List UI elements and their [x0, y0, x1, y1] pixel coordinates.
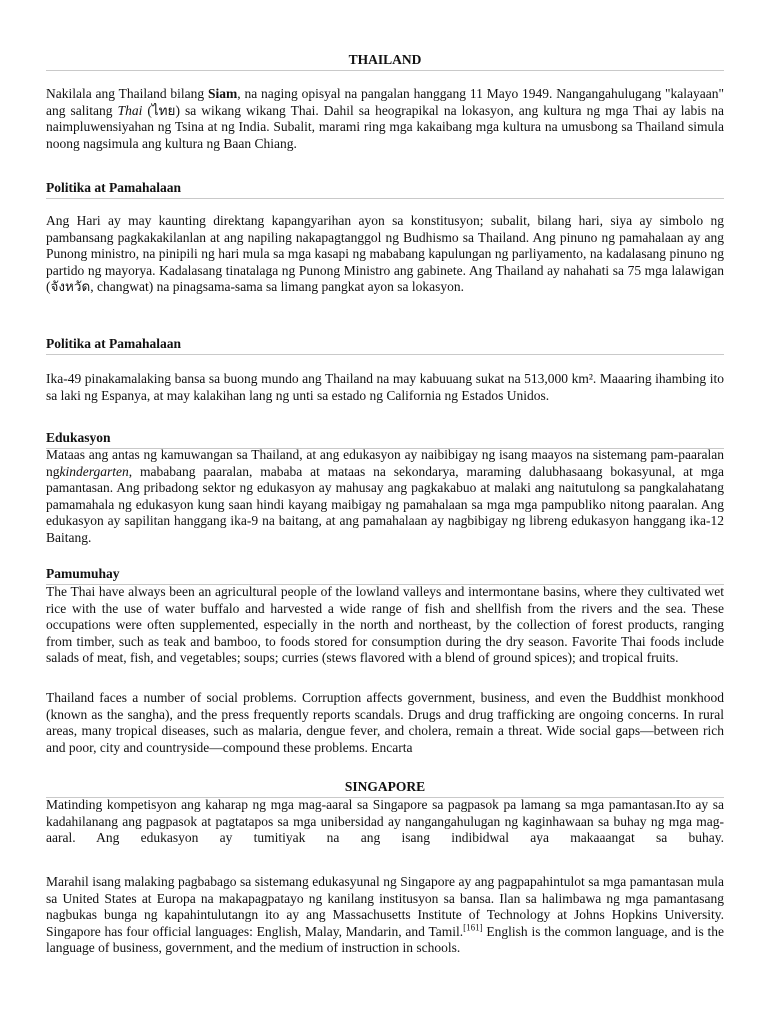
intro-text-c: (ไทย) sa wikang wikang Thai. Dahil sa heograpikal na lokasyon, ang kultura ng mga Thai ay labis na naimpluwensiyahan ng Tsina at ng India. Subalit, marami ring mga kakaibang mga kultura na umusbong sa Thailand simula noong nagsimula ang kultura ng Baan Chiang. [46, 102, 724, 151]
section-heading-politika-1: Politika at Pamahalaan [46, 180, 724, 199]
section-text-politika-2: Ika-49 pinakamalaking bansa sa buong mundo ang Thailand na may kabuuang sukat na 513,000 km². Maaaring ihambing ito sa laki ng Espanya, at may kalakihan lang ng unti sa estado ng California ng Estados Unidos. [46, 371, 724, 403]
thailand-intro-paragraph [46, 86, 724, 152]
edukasyon-text-b: , mababang paaralan, mababa at mataas na sekondarya, maraming dalubhasaang bokasyunal, at mga pamantasan. Ang pribadong sektor ng edukasyon ay mahusay ang pagkakabuo at malaki ang naitutulong sa pangkalahatang pamamahala ng edukasyon kung saan hindi kayang maibigay ng pamahalaan sa mga mga pampubliko nitong paaralan. Ang edukasyon ay sapilitan hanggang ika-9 na baitang, at ang pamahalaan ay nagbibigay ng libreng edukasyon hanggang ika-12 Baitang. [46, 463, 724, 545]
pamumuhay-paragraph-2: Thailand faces a number of social problems. Corruption affects government, business, and even the Buddhist monkhood (known as the sangha), and the press frequently reports scandals. Drugs and drug trafficking are ongoing concerns. In rural areas, many tropical diseases, such as malaria, dengue fever, and cholera, remain a threat. Wide social gaps—between rich and poor, city and countryside—compound these problems. Encarta [46, 690, 724, 755]
singapore-p2-text-a: Marahil isang malaking pagbabago sa sistemang edukasyunal ng Singapore ay ang pagpapahintulot sa mga pamantasan mula sa United States at Europa na makapagpatayo ng kanilang institusyon sa bansa. Ilan sa halimbawa ng mga pamantasang nagbukas bunga ng kapahintulutangn ito ay ang Massachusetts Institute of Technology at Johns Hopkins University. Singapore has four official languages: English, Malay, Mandarin, and Tamil. [46, 874, 724, 939]
section-heading-politika-2: Politika at Pamahalaan [46, 336, 724, 355]
singapore-paragraph-1: Matinding kompetisyon ang kaharap ng mga mag-aaral sa Singapore sa pagpasok pa lamang sa mga pamantasan.Ito ay sa kadahilanang ang pagpasok at pagtatapos sa mga unibersidad ay nangangahulugan ng kaginhawaan sa buhay ng mga mag-aaral. Ang edukasyon ay tumitiyak na ang isang indibidwal aya makaaangat sa buhay. [46, 797, 724, 846]
intro-text-a: Nakilala ang Thailand bilang [46, 86, 209, 101]
edukasyon-kindergarten-italic: kindergarten [59, 463, 129, 479]
edukasyon-text-a: Mataas ang antas ng kamuwangan sa Thailand, at ang edukasyon ay naibibigay ng isang maayos na sistemang pam-paaralan ng [46, 447, 724, 479]
section-text-politika-1: Ang Hari ay may kaunting direktang kapangyarihan ayon sa konstitusyon; subalit, bilang hari, siya ay simbolo ng pambansang pagkakakilanlan at ang napiling nakapagtanggol ng Budhismo sa Thailand. Ang pinuno ng pamahalaan ay ang Punong ministro, na pinipili ng hari mula sa mga kasapi ng mababang kapulungan ng parliyamento, na kadalasang pinuno ng partido ng mayorya. Kadalasang tinatalaga ng Punong Ministro ang gabinete. Ang Thailand ay nahahati sa 75 mga lalawigan (จังหวัด, changwat) na pinagsama-sama sa limang pangkat ayon sa lokasyon. [46, 213, 724, 295]
intro-text-b: , na naging opisyal na pangalan hanggang 11 Mayo 1949. Nangangahulugang "kalayaan" ang salitang [46, 86, 725, 118]
section-heading-edukasyon: Edukasyon [46, 430, 724, 449]
intro-thai-italic: Thai [117, 102, 143, 118]
singapore-paragraph-2 [46, 874, 724, 957]
singapore-title: SINGAPORE [46, 779, 724, 798]
singapore-p2-text-b: English is the common language, and is the language of business, government, and the medium of instruction in schools. [46, 923, 724, 956]
section-heading-pamumuhay: Pamumuhay [46, 566, 724, 585]
intro-siam-bold: Siam [208, 86, 238, 101]
section-text-edukasyon [46, 447, 724, 547]
thailand-title: THAILAND [46, 52, 724, 71]
citation-161[interactable]: [161] [463, 922, 483, 933]
pamumuhay-paragraph-1: The Thai have always been an agricultural people of the lowland valleys and intermontane basins, where they cultivated wet rice with the use of water buffalo and harvested a wide range of fish and shellfish from the rivers and the sea. These occupations were often supplemented, especially in the north and northeast, by the collection of forest products, ranging from timber, such as teak and bamboo, to foods stored for consumption during the dry season. Favorite Thai foods include salads of meat, fish, and vegetables; soups; curries (stews flavored with a blend of ground spices); and tropical fruits. [46, 584, 724, 666]
